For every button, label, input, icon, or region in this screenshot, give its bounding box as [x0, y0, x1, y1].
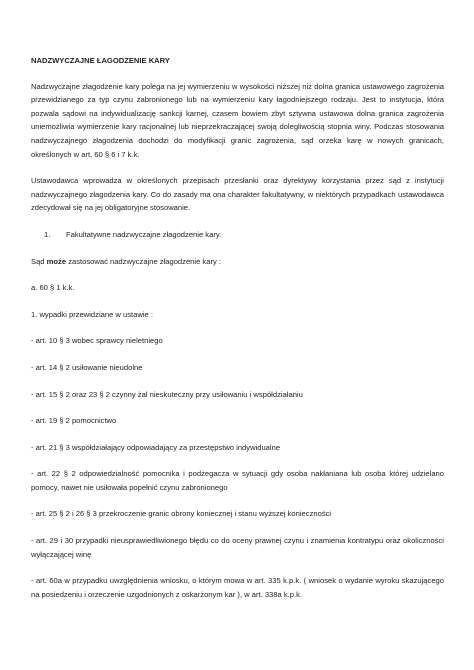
case-item: - art. 14 § 2 usiłowanie nieudolne: [31, 362, 143, 372]
document-title: NADZWYCZAJNE ŁAGODZENIE KARY: [31, 56, 170, 65]
case-item: - art. 10 § 3 wobec sprawcy nieletniego: [31, 336, 163, 346]
case-item: - art. 19 § 2 pomocnictwo: [31, 416, 117, 426]
case-item: - art. 21 § 3 współdziałający odpowiadający za przestępstwo indywidualne: [31, 442, 281, 452]
court-line: [31, 255, 444, 269]
cases-header: 1. wypadki przewidziane w ustawie :: [31, 309, 153, 319]
case-item: - art. 22 § 2 odpowiedzialność pomocnika i podżegacza w sytuacji gdy osoba nakłaniana lub osoba której udzielano pomocy, nawet nie usiłowała popełnić czynu zabronionego: [31, 469, 444, 492]
intro-paragraph: Nadzwyczajne złagodzenie kary polega na jej wymierzeniu w wysokości niższej niż dolna granica ustawowego zagrożenia przewidzianego za typ czynu zabronionego lub na wymierzeniu kary łagodniejszego rodzaju. Jest to instytucja, która pozwala sądowi na indywidualizację sankcji karnej, czasem bowiem zbyt sztywna ustawowa dolna granica zagrożenia uniemożliwia wymierzenie kary racjonalnej lub nieprzekraczającej swoją dolegliwością stopnia winy. Podczas stosowania nadzwyczajnego złagodzenia dochodzi do modyfikacji granic zagrożenia, sąd orzeka karę w nowych granicach, określonych w art. 60 § 6 i 7 k.k.: [31, 81, 444, 159]
case-item: - art. 25 § 2 i 26 § 3 przekroczenie granic obrony koniecznej i stanu wyższej konieczności: [31, 509, 332, 519]
document-body: [31, 54, 444, 601]
list-item-1: [31, 228, 444, 242]
case-item: - art. 29 i 30 przypadki nieusprawiedliwionego błędu co do oceny prawnej czynu i znamienia kontratypu oraz okoliczności wyłączającej winę: [31, 536, 444, 559]
list-number: 1.: [44, 229, 51, 239]
article-reference: a. 60 § 1 k.k.: [31, 283, 75, 293]
court-line-bold: może: [46, 256, 67, 266]
list-item-text: Fakultatywne nadzwyczajne złagodzenie kary.: [66, 229, 222, 239]
second-paragraph: Ustawodawca wprowadza w określonych przepisach przesłanki oraz dyrektywy korzystania przez sąd z instytucji nadzwyczajnego złagodzenia kary. Co do zasady ma ona charakter fakultatywny, w niektórych przypadkach ustawodawca zdecydował się na jej obligatoryjne stosowanie.: [31, 176, 444, 213]
court-line-prefix: Sąd: [31, 256, 45, 266]
case-item: - art. 60a w przypadku uwzględnienia wniosku, o którym mowa w art. 335 k.p.k. ( wniosek o wydanie wyroku skazującego na posiedzeniu i orzeczenie uzgodnionych z oskarżonym kar ), w art. 338a k.p.k.: [31, 576, 444, 599]
court-line-suffix: zastosować nadzwyczajne złagodzenie kary :: [68, 256, 221, 266]
case-item: - art. 15 § 2 oraz 23 § 2 czynny żal nieskuteczny przy usiłowaniu i współdziałaniu: [31, 389, 303, 399]
